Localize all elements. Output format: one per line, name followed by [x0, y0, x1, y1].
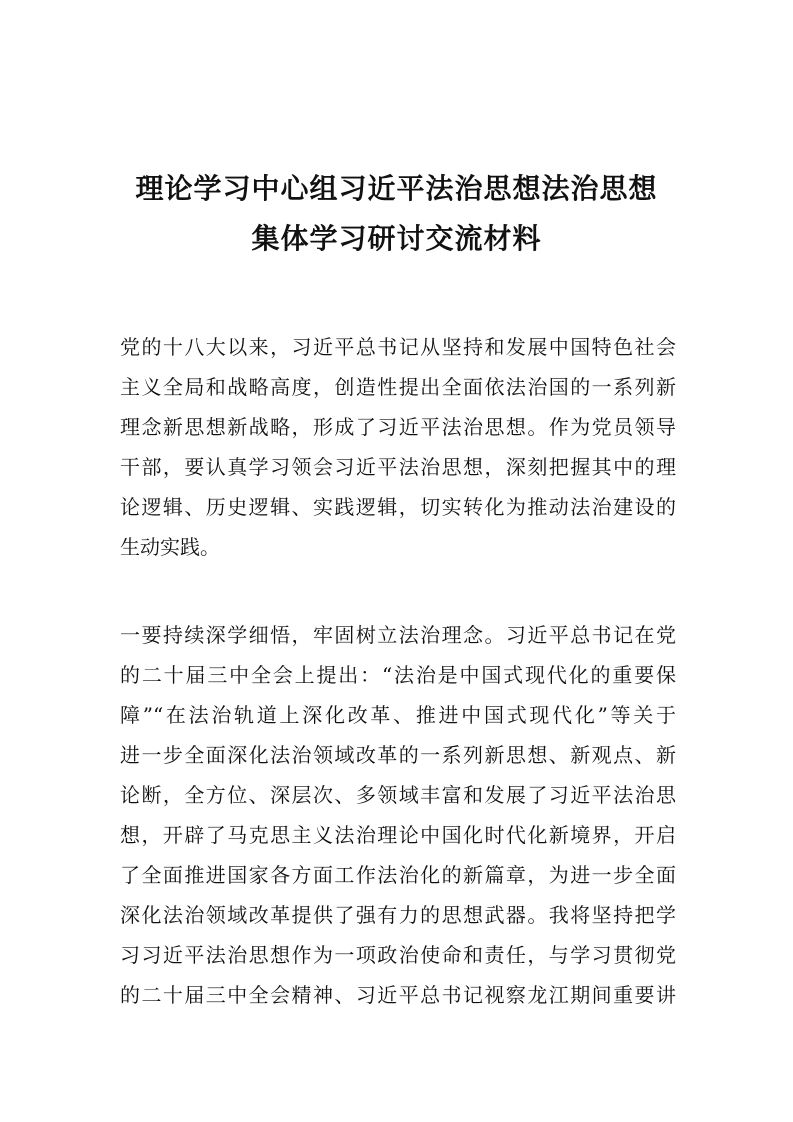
paragraph-2-line: 的二十届三中全会上提出：“法治是中国式现代化的重要保 [120, 663, 676, 687]
paragraph-2-line: 了全面推进国家各方面工作法治化的新篇章，为进一步全面 [120, 863, 676, 887]
paragraph-2-line: 想，开辟了马克思主义法治理论中国化时代化新境界，开启 [120, 823, 676, 847]
paragraph-2-line: 深化法治领域改革提供了强有力的思想武器。我将坚持把学 [120, 903, 676, 927]
paragraph-2-line: 习习近平法治思想作为一项政治使命和责任，与学习贯彻党 [120, 943, 676, 967]
paragraph-2-line: 一要持续深学细悟，牢固树立法治理念。习近平总书记在党 [120, 623, 676, 647]
paragraph-2-line: 论断，全方位、深层次、多领域丰富和发展了习近平法治思 [120, 783, 676, 807]
paragraph-1-line: 生动实践。 [120, 535, 220, 559]
paragraph-1-line: 主义全局和战略高度，创造性提出全面依法治国的一系列新 [120, 375, 676, 399]
paragraph-1-line: 党的十八大以来，习近平总书记从坚持和发展中国特色社会 [120, 335, 676, 359]
paragraph-1-line: 论逻辑、历史逻辑、实践逻辑，切实转化为推动法治建设的 [120, 495, 676, 519]
paragraph-2-line: 的二十届三中全会精神、习近平总书记视察龙江期间重要讲 [120, 983, 676, 1007]
document-title-line-1: 理论学习中心组习近平法治思想法治思想 [135, 172, 658, 205]
paragraph-1-line: 干部，要认真学习领会习近平法治思想，深刻把握其中的理 [120, 455, 676, 479]
paragraph-2-line: 障”“在法治轨道上深化改革、推进中国式现代化”等关于 [120, 703, 676, 727]
document-title-line-2: 集体学习研讨交流材料 [251, 222, 542, 255]
paragraph-2-line: 进一步全面深化法治领域改革的一系列新思想、新观点、新 [120, 743, 676, 767]
paragraph-1-line: 理念新思想新战略，形成了习近平法治思想。作为党员领导 [120, 415, 676, 439]
